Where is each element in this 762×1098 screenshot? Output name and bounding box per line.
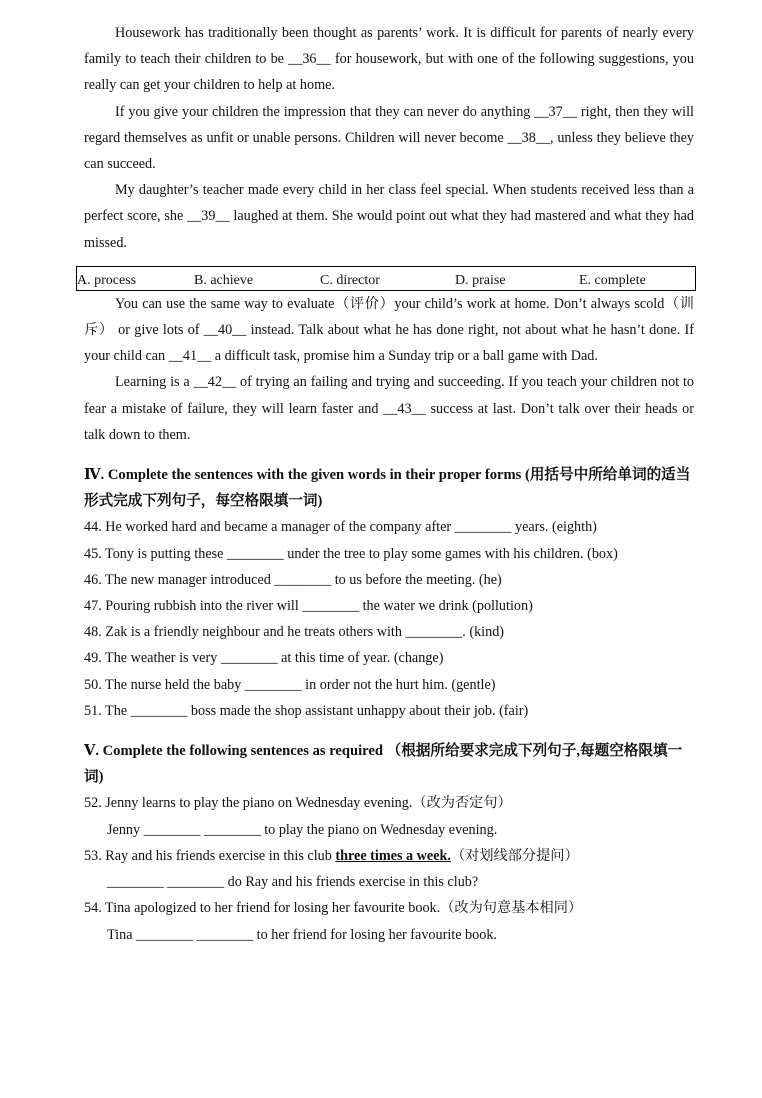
section-5-heading: Ⅴ. Complete the following sentences as required （根据所给要求完成下列句子,每题空格限填一词) (84, 743, 683, 786)
passage-paragraph-1: Housework has traditionally been thought as parents’ work. It is difficult for parents of nearly every family to teach their children to be __36__ for housework, but with one of the following suggestions, you really can get your children to help at home. (84, 25, 694, 94)
question-51: 51. The ________ boss made the shop assistant unhappy about their job. (fair) (84, 702, 529, 719)
option-c: C. director (320, 272, 380, 288)
question-50: 50. The nurse held the baby ________ in order not the hurt him. (gentle) (84, 676, 496, 693)
question-54-answer-line: Tina ________ ________ to her friend for losing her favourite book. (107, 926, 497, 943)
option-d: D. praise (455, 272, 506, 288)
passage-paragraph-5: Learning is a __42__ of trying an failing and trying and succeeding. If you teach your children not to fear a mistake of failure, they will learn faster and __43__ success at last. Don’t talk over their heads or talk down to them. (84, 374, 694, 443)
section-4 (84, 462, 694, 724)
question-53 (84, 843, 694, 869)
question-44: 44. He worked hard and became a manager of the company after ________ years. (eighth) (84, 519, 597, 536)
passage-paragraph-2: If you give your children the impression that they can never do anything __37__ right, then they will regard themselves as unfit or unable persons. Children will never become __38__, unless they believe they can succeed. (84, 103, 694, 173)
section-4-heading: Ⅳ. Complete the sentences with the given words in their proper forms (用括号中所给单词的适当形式完成下列句子，每空格限填一词) (84, 467, 691, 510)
option-b: B. achieve (194, 272, 254, 288)
question-46: 46. The new manager introduced ________ to us before the meeting. (he) (84, 571, 502, 588)
worksheet-page (77, 20, 694, 948)
question-53-answer-line: ________ ________ do Ray and his friends exercise in this club? (107, 874, 479, 891)
question-52: 52. Jenny learns to play the piano on Wednesday evening.（改为否定句） (84, 795, 512, 812)
question-48: 48. Zak is a friendly neighbour and he treats others with ________. (kind) (84, 624, 505, 641)
section-5 (84, 738, 694, 948)
passage-paragraph-4: You can use the same way to evaluate（评价）your child’s work at home. Don’t always scold（训斥） or give lots of __40__ instead. Talk about what he has done right, not about what he hasn’t done. If your child can __41__ a difficult task, promise him a Sunday trip or a ball game with Dad. (84, 295, 694, 365)
option-a: A. process (77, 272, 137, 288)
question-52-answer-line: Jenny ________ ________ to play the piano on Wednesday evening. (107, 821, 498, 838)
option-e: E. complete (579, 272, 646, 288)
question-54: 54. Tina apologized to her friend for losing her favourite book.（改为句意基本相同） (84, 900, 583, 917)
question-53-underlined: three times a week. (335, 847, 451, 864)
word-options-box (76, 266, 696, 291)
passage-paragraph-3: My daughter’s teacher made every child in her class feel special. When students received less than a perfect score, she __39__ laughed at them. She would point out what they had mastered and what they had missed. (84, 182, 694, 251)
question-49: 49. The weather is very ________ at this time of year. (change) (84, 650, 444, 667)
question-53-prefix: 53. Ray and his friends exercise in this club (84, 847, 336, 864)
question-53-instruction: （对划线部分提问） (450, 847, 579, 864)
question-45: 45. Tony is putting these ________ under the tree to play some games with his children. (box) (84, 545, 618, 562)
question-47: 47. Pouring rubbish into the river will ________ the water we drink (pollution) (84, 598, 533, 615)
